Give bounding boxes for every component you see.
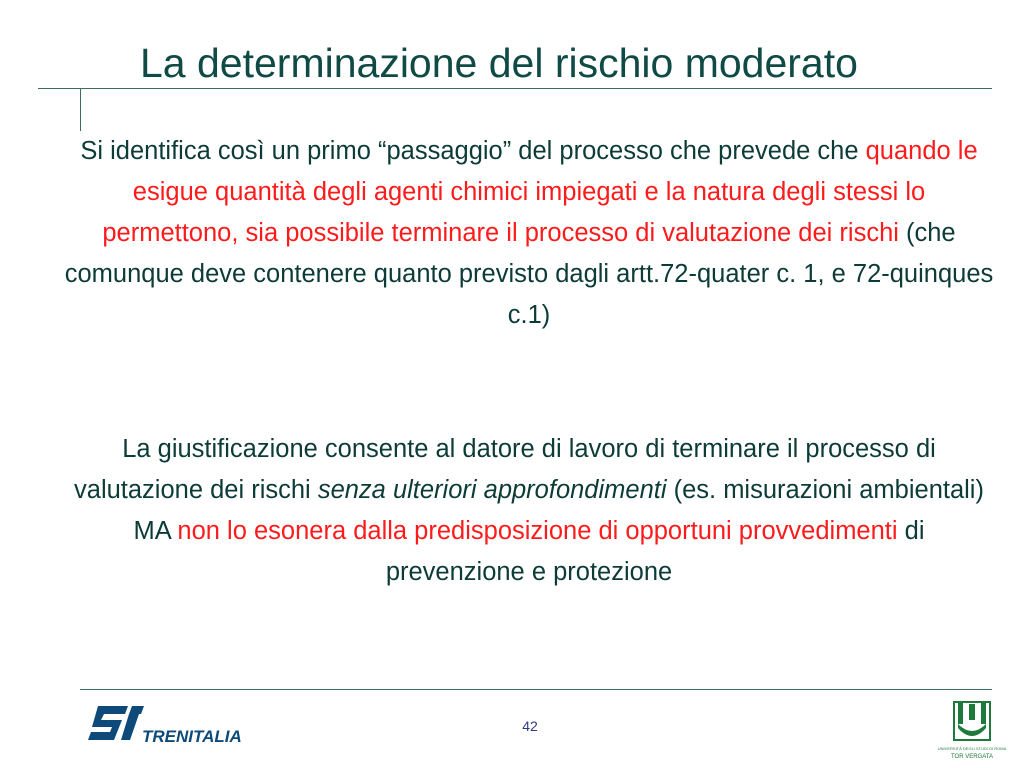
paragraph-2: [62, 429, 996, 593]
title-accent-bar: [80, 89, 81, 131]
trenitalia-wordmark: TRENITALIA: [142, 727, 242, 746]
slide-title: La determinazione del rischio moderato: [140, 40, 858, 86]
university-name-line1: UNIVERSITÀ DEGLI STUDI DI ROMA: [937, 746, 1007, 751]
title-underline: [38, 88, 992, 89]
trenitalia-logo: [84, 700, 254, 752]
paragraph-2-text-a: La giustificazione consente al datore di lavoro di terminare il processo di valutazione dei rischi: [74, 435, 936, 504]
university-name-line2: TOR VERGATA: [950, 754, 994, 760]
paragraph-1-text-b: (che comunque deve contenere quanto previsto dagli artt.72-quater c. 1, e 72-quinques c.1): [64, 219, 994, 329]
page-number: 42: [522, 718, 538, 734]
paragraph-1-highlight: quando le esigue quantità degli agenti chimici impiegati e la natura degli stessi lo permettono, sia possibile terminare il processo di valutazione dei rischi: [102, 137, 978, 247]
tor-vergata-seal-icon: [954, 702, 990, 740]
paragraph-1-text-a: Si identifica così un primo “passaggio” del processo che prevede che: [80, 137, 866, 165]
paragraph-2-text-b: (es. misurazioni ambientali) MA: [133, 476, 984, 545]
paragraph-2-highlight: non lo esonera dalla predisposizione di opportuni provvedimenti: [177, 517, 898, 545]
paragraph-2-italic: senza ulteriori approfondimenti: [317, 476, 667, 504]
trenitalia-mark-icon: [88, 706, 144, 740]
paragraph-1: [62, 131, 996, 336]
footer-rule: [80, 689, 992, 690]
university-seal: [937, 698, 1007, 764]
paragraph-2-text-c: di prevenzione e protezione: [385, 517, 925, 586]
